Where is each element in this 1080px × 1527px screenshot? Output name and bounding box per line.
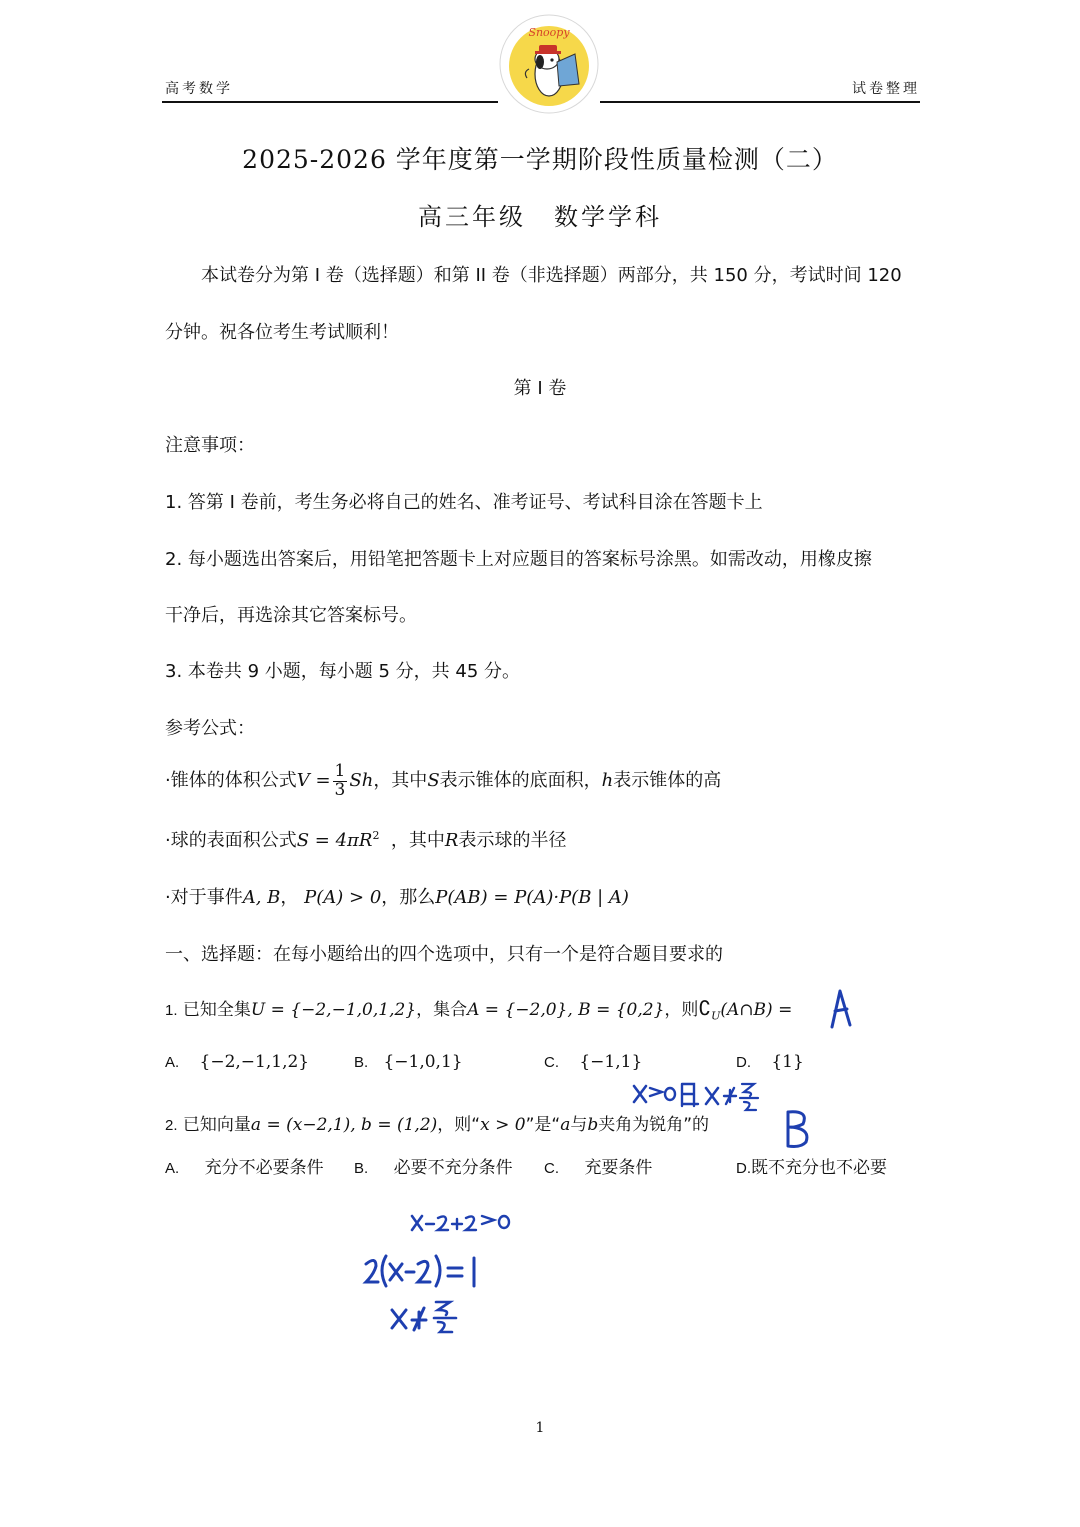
q2-vectors: a = (x−2,1), b = (1,2): [250, 1115, 438, 1135]
handwritten-answer-q1: [822, 985, 862, 1033]
formula-2-r: R: [444, 830, 459, 851]
formula-3-sep: ，: [280, 887, 299, 908]
handwritten-work-line-3: [388, 1298, 464, 1338]
q1-text-1: 已知全集: [182, 1000, 251, 1020]
q2-text-2: ，则“: [437, 1115, 481, 1135]
q1-set-ab: A = {−2,0}, B = {0,2}: [467, 1000, 665, 1020]
header-rule-right: [600, 101, 920, 103]
q2-option-a[interactable]: A. 充分不必要条件: [165, 1158, 324, 1178]
q1-option-c[interactable]: C. {−1,1}: [544, 1052, 643, 1072]
q2-text-3: ”是“: [525, 1115, 561, 1135]
logo-text: Snoopy: [528, 26, 570, 39]
formula-3-mid: ，那么: [381, 887, 436, 908]
handwritten-work-line-1: [408, 1208, 524, 1238]
q2-text-1: 已知向量: [182, 1115, 251, 1135]
q1-option-d[interactable]: D. {1}: [736, 1052, 804, 1072]
handwritten-work-line-2: [362, 1252, 486, 1290]
q2-vec-b: b: [587, 1115, 599, 1135]
formula-cone-volume: [165, 756, 721, 806]
q1-set-u: U = {−2,−1,0,1,2}: [250, 1000, 417, 1020]
formula-2-mid: ，其中: [390, 830, 445, 851]
q1-text-2: ，集合: [416, 1000, 468, 1020]
intro-line-1: 本试卷分为第 I 卷（选择题）和第 II 卷（非选择题）两部分，共 150 分，考试时间 120: [201, 265, 902, 286]
snoopy-logo: [499, 14, 599, 114]
note-2a: 2. 每小题选出答案后，用铅笔把答题卡上对应题目的答案标号涂黑。如需改动，用橡皮擦: [165, 549, 872, 570]
q2-option-c[interactable]: C. 充要条件: [544, 1158, 653, 1178]
formula-1-mid1: ，其中: [373, 770, 428, 791]
formula-1-s: S: [427, 770, 440, 791]
part1-heading: 一、选择题：在每小题给出的四个选项中，只有一个是符合题目要求的: [165, 944, 723, 965]
formula-2-expr: S = 4πR: [296, 830, 373, 851]
formula-1-post: 表示锥体的高: [613, 770, 722, 791]
note-2b: 干净后，再选涂其它答案标号。: [165, 605, 417, 626]
q1-complement-symbol: ∁: [698, 996, 712, 1020]
formula-3-expr: P(AB) = P(A)·P(B | A): [435, 887, 629, 908]
formula-3-ab: A, B: [242, 887, 281, 908]
header-left-label: 高考数学: [165, 81, 233, 97]
formula-1-rhs: Sh: [349, 770, 374, 791]
note-3: 3. 本卷共 9 小题，每小题 5 分，共 45 分。: [165, 661, 521, 682]
handwritten-note-top: [630, 1078, 770, 1114]
question-2: [165, 1110, 709, 1135]
formula-1-pre: ·锥体的体积公式: [165, 770, 297, 791]
grade-label: 高三年级: [418, 203, 526, 231]
q2-text-4: 与: [570, 1115, 588, 1135]
formula-2-sup: 2: [372, 829, 380, 842]
header-right-label: 试卷整理: [852, 81, 920, 97]
formula-3-cond: P(A) > 0: [304, 887, 382, 908]
subject-label: 数学学科: [554, 203, 662, 231]
q2-number: 2.: [165, 1117, 178, 1134]
formula-sphere-area: [165, 826, 566, 852]
q2-option-b[interactable]: B. 必要不充分条件: [354, 1158, 513, 1178]
question-1: [165, 995, 792, 1022]
header-rule-left: [162, 101, 498, 103]
formula-2-pre: ·球的表面积公式: [165, 830, 297, 851]
q1-option-b[interactable]: B. {−1,0,1}: [354, 1052, 463, 1072]
exam-subtitle: [0, 197, 1080, 232]
q2-condition: x > 0: [480, 1115, 526, 1135]
formula-1-lhs: V =: [296, 770, 331, 791]
notes-heading: 注意事项：: [165, 435, 255, 456]
formula-1-h: h: [601, 770, 614, 791]
formula-1-mid2: 表示锥体的底面积，: [439, 770, 602, 791]
formulas-heading: 参考公式：: [165, 718, 255, 739]
q1-option-a[interactable]: A. {−2,−1,1,2}: [165, 1052, 310, 1072]
q2-option-d[interactable]: D.既不充分也不必要: [736, 1158, 887, 1178]
fraction-numerator: 1: [334, 760, 346, 781]
q2-text-5: 夹角为锐角”的: [598, 1115, 710, 1135]
formula-1-fraction: [333, 760, 348, 800]
handwritten-answer-q2: [779, 1106, 819, 1152]
fraction-denominator: 3: [334, 779, 346, 800]
note-1: 1. 答第 I 卷前，考生务必将自己的姓名、准考证号、考试科目涂在答题卡上: [165, 492, 763, 513]
page-number: 1: [535, 1420, 545, 1436]
q2-vec-a: a: [560, 1115, 571, 1135]
q1-expr: (A∩B) =: [720, 1000, 793, 1020]
q1-number: 1.: [165, 1002, 178, 1019]
intro-line-2: 分钟。祝各位考生考试顺利！: [165, 322, 399, 343]
formula-conditional-prob: [165, 883, 629, 909]
q1-text-3: ，则: [664, 1000, 699, 1020]
exam-title: 2025-2026 学年度第一学期阶段性质量检测（二）: [242, 145, 838, 174]
q1-complement-sub: U: [711, 1009, 721, 1023]
formula-2-post: 表示球的半径: [458, 830, 567, 851]
section-title: 第 I 卷: [513, 378, 567, 399]
formula-3-pre: ·对于事件: [165, 887, 243, 908]
